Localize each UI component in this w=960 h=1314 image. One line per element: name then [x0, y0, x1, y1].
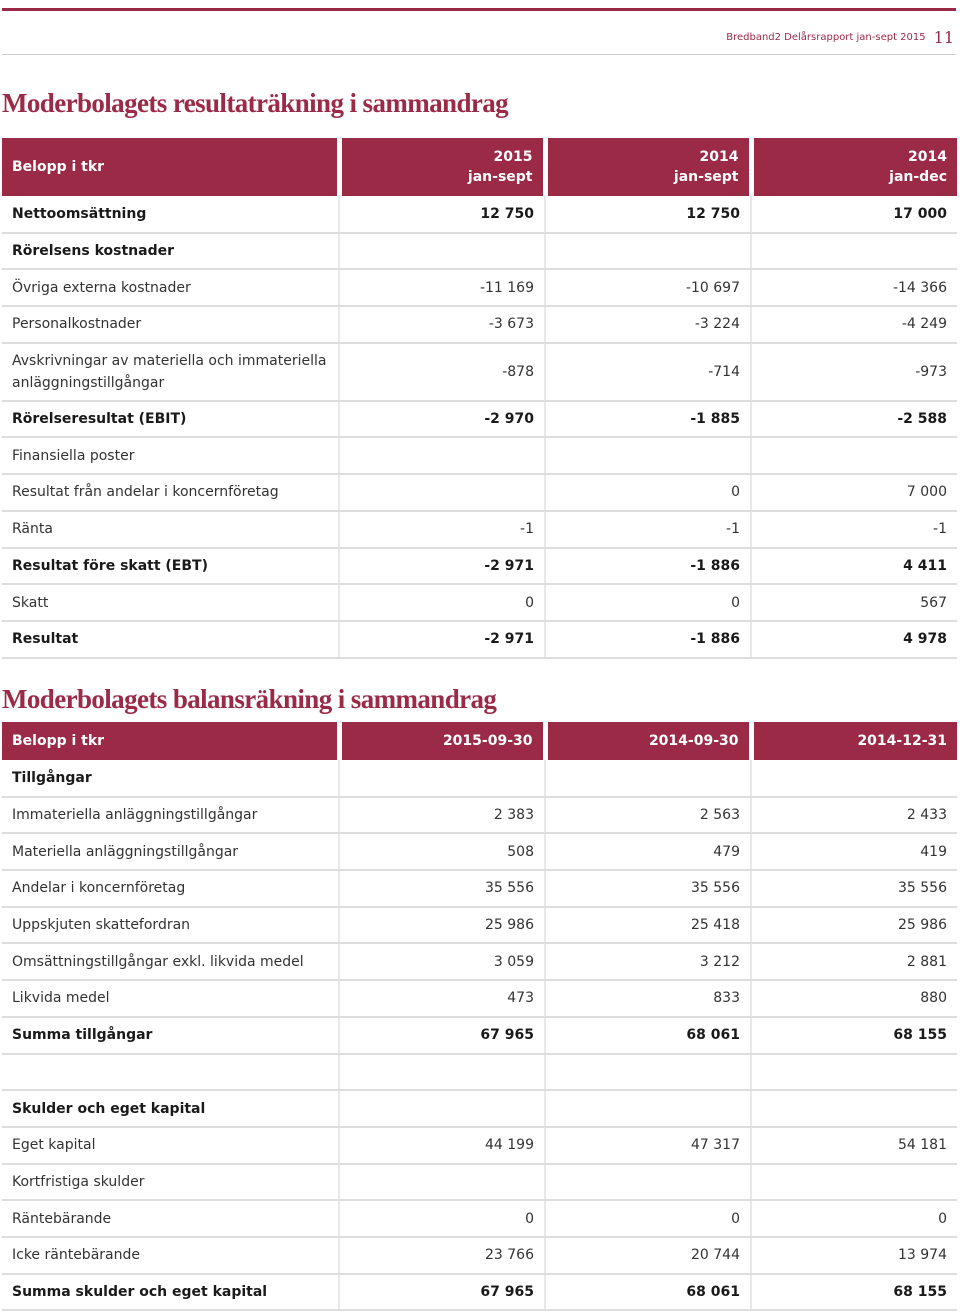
row-label: Skatt — [2, 584, 339, 621]
cell-value: 68 061 — [545, 1274, 751, 1311]
row-label: Räntebärande — [2, 1200, 339, 1237]
row-label: Icke räntebärande — [2, 1237, 339, 1274]
header-col-2015-09-30: 2015-09-30 — [339, 722, 545, 760]
cell-value — [751, 1164, 957, 1201]
cell-value: 44 199 — [339, 1127, 545, 1164]
row-label: Skulder och eget kapital — [2, 1090, 339, 1127]
row-label: Andelar i koncernföretag — [2, 870, 339, 907]
table-row — [2, 1090, 957, 1127]
row-label: Nettoomsättning — [2, 196, 339, 233]
cell-value: -1 — [545, 511, 751, 548]
cell-value: 0 — [751, 1200, 957, 1237]
table-row — [2, 797, 957, 834]
table-row — [2, 343, 957, 401]
table-row — [2, 870, 957, 907]
table-row — [2, 621, 957, 658]
table-row — [2, 1127, 957, 1164]
cell-value: 47 317 — [545, 1127, 751, 1164]
cell-value — [339, 1164, 545, 1201]
cell-value — [339, 1054, 545, 1091]
income-statement-title: Moderbolagets resultaträkning i sammandrag — [2, 88, 509, 118]
table-row — [2, 511, 957, 548]
cell-value: 2 433 — [751, 797, 957, 834]
cell-value: 68 155 — [751, 1017, 957, 1054]
income-statement-table — [2, 138, 957, 659]
cell-value: -2 588 — [751, 401, 957, 438]
cell-value: -973 — [751, 343, 957, 401]
row-label: Eget kapital — [2, 1127, 339, 1164]
row-label: Summa tillgångar — [2, 1017, 339, 1054]
cell-value — [545, 233, 751, 270]
cell-value: 0 — [339, 1200, 545, 1237]
header-col-2014-09-30: 2014-09-30 — [545, 722, 751, 760]
header-label: Belopp i tkr — [2, 138, 339, 196]
cell-value: 2 383 — [339, 797, 545, 834]
cell-value: 3 212 — [545, 943, 751, 980]
table-row — [2, 833, 957, 870]
table-row — [2, 196, 957, 233]
row-label: Uppskjuten skattefordran — [2, 907, 339, 944]
table-row — [2, 233, 957, 270]
cell-value: 12 750 — [339, 196, 545, 233]
cell-value: -1 886 — [545, 548, 751, 585]
cell-value: 67 965 — [339, 1274, 545, 1311]
top-accent-rule — [2, 8, 956, 11]
row-label: Immateriella anläggningstillgångar — [2, 797, 339, 834]
cell-value: 25 986 — [339, 907, 545, 944]
cell-value: 25 418 — [545, 907, 751, 944]
cell-value: 2 563 — [545, 797, 751, 834]
cell-value: -2 971 — [339, 548, 545, 585]
table-row — [2, 548, 957, 585]
cell-value: 419 — [751, 833, 957, 870]
cell-value: -2 970 — [339, 401, 545, 438]
cell-value: -4 249 — [751, 306, 957, 343]
cell-value: -10 697 — [545, 269, 751, 306]
table-row — [2, 1164, 957, 1201]
header-divider — [2, 54, 956, 55]
cell-value — [339, 474, 545, 511]
cell-value: 3 059 — [339, 943, 545, 980]
table-row-spacer — [2, 1054, 957, 1091]
cell-value: -1 — [339, 511, 545, 548]
cell-value: -1 885 — [545, 401, 751, 438]
table-row — [2, 943, 957, 980]
cell-value: 0 — [339, 584, 545, 621]
header-label: Belopp i tkr — [2, 722, 339, 760]
page-number: 11 — [933, 27, 954, 47]
cell-value: 12 750 — [545, 196, 751, 233]
cell-value: 473 — [339, 980, 545, 1017]
table-row — [2, 437, 957, 474]
cell-value: -3 224 — [545, 306, 751, 343]
row-label: Likvida medel — [2, 980, 339, 1017]
row-label: Omsättningstillgångar exkl. likvida medel — [2, 943, 339, 980]
cell-value: 67 965 — [339, 1017, 545, 1054]
cell-value — [339, 1090, 545, 1127]
cell-value: -1 886 — [545, 621, 751, 658]
cell-value: 0 — [545, 1200, 751, 1237]
cell-value — [751, 1054, 957, 1091]
cell-value — [545, 1090, 751, 1127]
row-label: Resultat före skatt (EBT) — [2, 548, 339, 585]
cell-value: 68 155 — [751, 1274, 957, 1311]
cell-value: -11 169 — [339, 269, 545, 306]
cell-value: 508 — [339, 833, 545, 870]
cell-value: -714 — [545, 343, 751, 401]
report-subtitle: Bredband2 Delårsrapport jan-sept 2015 — [726, 31, 926, 43]
cell-value: 35 556 — [545, 870, 751, 907]
row-label: Kortfristiga skulder — [2, 1164, 339, 1201]
row-label: Resultat från andelar i koncernföretag — [2, 474, 339, 511]
row-label: Finansiella poster — [2, 437, 339, 474]
table-row — [2, 1017, 957, 1054]
cell-value: 25 986 — [751, 907, 957, 944]
cell-value — [751, 760, 957, 797]
table-row — [2, 474, 957, 511]
cell-value: 68 061 — [545, 1017, 751, 1054]
row-label: Ränta — [2, 511, 339, 548]
cell-value: 7 000 — [751, 474, 957, 511]
row-label: Resultat — [2, 621, 339, 658]
cell-value: -2 971 — [339, 621, 545, 658]
table-row — [2, 1274, 957, 1311]
table-row — [2, 269, 957, 306]
cell-value: 4 978 — [751, 621, 957, 658]
row-label: Övriga externa kostnader — [2, 269, 339, 306]
cell-value: 23 766 — [339, 1237, 545, 1274]
cell-value: -3 673 — [339, 306, 545, 343]
cell-value: 35 556 — [751, 870, 957, 907]
cell-value: -14 366 — [751, 269, 957, 306]
cell-value: 17 000 — [751, 196, 957, 233]
cell-value: -1 — [751, 511, 957, 548]
cell-value — [545, 760, 751, 797]
cell-value — [545, 1054, 751, 1091]
cell-value — [751, 233, 957, 270]
table-header-row — [2, 722, 957, 760]
cell-value: 20 744 — [545, 1237, 751, 1274]
header-col-2014-12-31: 2014-12-31 — [751, 722, 957, 760]
table-row — [2, 980, 957, 1017]
cell-value — [339, 233, 545, 270]
balance-sheet-title: Moderbolagets balansräkning i sammandrag — [2, 684, 497, 714]
header-col-2014-jan-sept: 2014 jan-sept — [545, 138, 751, 196]
cell-value: 0 — [545, 584, 751, 621]
cell-value: 35 556 — [339, 870, 545, 907]
cell-value: 479 — [545, 833, 751, 870]
table-row — [2, 401, 957, 438]
row-label: Rörelsens kostnader — [2, 233, 339, 270]
cell-value: 2 881 — [751, 943, 957, 980]
cell-value — [545, 437, 751, 474]
row-label: Personalkostnader — [2, 306, 339, 343]
cell-value: 13 974 — [751, 1237, 957, 1274]
cell-value — [751, 1090, 957, 1127]
header-col-2014-jan-dec: 2014 jan-dec — [751, 138, 957, 196]
page-header — [726, 26, 954, 48]
row-label: Summa skulder och eget kapital — [2, 1274, 339, 1311]
table-row — [2, 1237, 957, 1274]
header-col-2015-jan-sept: 2015 jan-sept — [339, 138, 545, 196]
cell-value: 880 — [751, 980, 957, 1017]
row-label: Materiella anläggningstillgångar — [2, 833, 339, 870]
cell-value — [751, 437, 957, 474]
table-row — [2, 584, 957, 621]
table-row — [2, 907, 957, 944]
cell-value — [339, 760, 545, 797]
row-label: Avskrivningar av materiella och immateriella anläggningstillgångar — [2, 343, 339, 401]
cell-value: 567 — [751, 584, 957, 621]
cell-value: 833 — [545, 980, 751, 1017]
cell-value: 4 411 — [751, 548, 957, 585]
table-row — [2, 760, 957, 797]
cell-value — [545, 1164, 751, 1201]
cell-value: 54 181 — [751, 1127, 957, 1164]
row-label — [2, 1054, 339, 1091]
table-row — [2, 306, 957, 343]
cell-value: -878 — [339, 343, 545, 401]
cell-value: 0 — [545, 474, 751, 511]
row-label: Rörelseresultat (EBIT) — [2, 401, 339, 438]
row-label: Tillgångar — [2, 760, 339, 797]
cell-value — [339, 437, 545, 474]
table-row — [2, 1200, 957, 1237]
balance-sheet-table — [2, 722, 957, 1311]
table-header-row — [2, 138, 957, 196]
